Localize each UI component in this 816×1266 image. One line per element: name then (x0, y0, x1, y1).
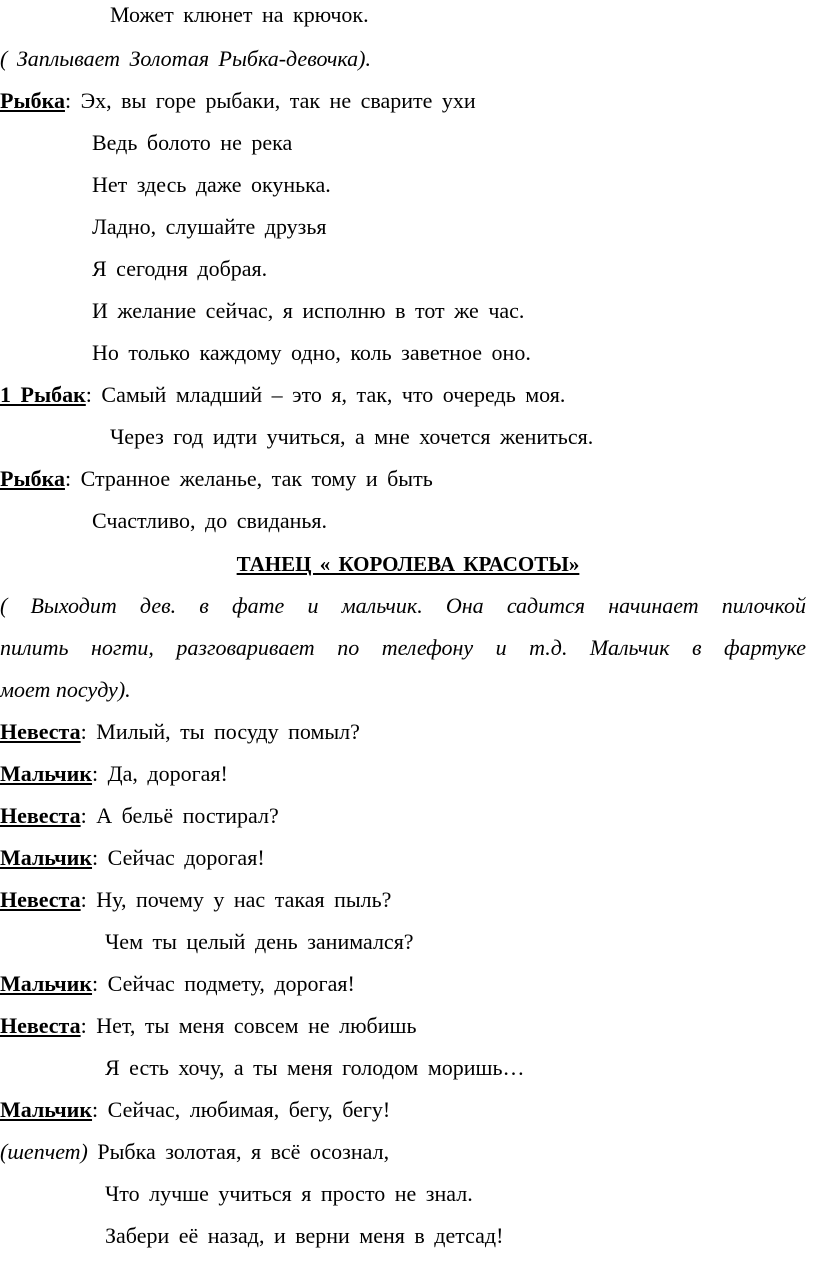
speaker-name: Невеста (0, 719, 81, 744)
dialogue-text: : Сейчас дорогая! (92, 845, 265, 870)
dialogue-text: : А бельё постирал? (80, 803, 279, 828)
speaker-name: Мальчик (0, 761, 93, 786)
text-line: Чем ты целый день занимался? (105, 929, 414, 954)
speaker-name: Рыбка (0, 88, 65, 113)
dialogue-line (0, 803, 279, 829)
text-line: Ведь болото не река (92, 130, 293, 155)
speaker-name: Невеста (0, 1013, 81, 1038)
dialogue-line (0, 88, 476, 114)
speaker-name: Мальчик (0, 1097, 93, 1122)
text-line: Через год идти учиться, а мне хочется жениться. (110, 424, 594, 449)
speaker-name: Мальчик (0, 971, 93, 996)
dialogue-text: : Милый, ты посуду помыл? (80, 719, 360, 744)
dialogue-line (0, 1097, 390, 1123)
text-line: Забери её назад, и верни меня в детсад! (105, 1223, 504, 1248)
text-line: Нет здесь даже окунька. (92, 172, 331, 197)
speaker-name: Невеста (0, 887, 81, 912)
section-title: ТАНЕЦ « КОРОЛЕВА КРАСОТЫ» (236, 552, 580, 576)
dialogue-text: : Нет, ты меня совсем не любишь (80, 1013, 417, 1038)
dialogue-text: : Странное желанье, так тому и быть (64, 466, 433, 491)
speaker-name: 1 Рыбак (0, 382, 86, 407)
stage-direction-inline: (шепчет) (0, 1139, 88, 1164)
stage-direction: ( Заплывает Золотая Рыбка-девочка). (0, 46, 371, 71)
dialogue-text: : Ну, почему у нас такая пыль? (80, 887, 392, 912)
dialogue-line (0, 845, 265, 871)
dialogue-line (0, 719, 360, 745)
dialogue-line (0, 971, 355, 997)
text-line: Ладно, слушайте друзья (92, 214, 327, 239)
text-line: Может клюнет на крючок. (110, 2, 369, 27)
dialogue-text: : Эх, вы горе рыбаки, так не сварите ухи (64, 88, 476, 113)
text-line: И желание сейчас, я исполню в тот же час. (92, 298, 525, 323)
dialogue-line (0, 761, 228, 787)
text-line: Но только каждому одно, коль заветное оно. (92, 340, 531, 365)
dialogue-text: : Сейчас, любимая, бегу, бегу! (92, 1097, 391, 1122)
stage-direction: моет посуду). (0, 677, 131, 702)
text-line: Я сегодня добрая. (92, 256, 268, 281)
dialogue-line (0, 1139, 389, 1165)
text-line: Что лучше учиться я просто не знал. (105, 1181, 473, 1206)
dialogue-text: : Сейчас подмету, дорогая! (92, 971, 355, 996)
text-line: Счастливо, до свиданья. (92, 508, 328, 533)
speaker-name: Невеста (0, 803, 81, 828)
dialogue-line (0, 466, 433, 492)
dialogue-text: : Самый младший – это я, так, что очередь моя. (85, 382, 566, 407)
dialogue-line (0, 1013, 416, 1039)
dialogue-line (0, 887, 391, 913)
dialogue-line (0, 382, 565, 408)
dialogue-text: Рыбка золотая, я всё осознал, (87, 1139, 390, 1164)
stage-direction: ( Выходит дев. в фате и мальчик. Она садится начинает пилочкой (0, 593, 806, 618)
speaker-name: Мальчик (0, 845, 93, 870)
dialogue-text: : Да, дорогая! (92, 761, 228, 786)
text-line: Я есть хочу, а ты меня голодом моришь… (105, 1055, 525, 1080)
speaker-name: Рыбка (0, 466, 65, 491)
stage-direction: пилить ногти, разговаривает по телефону и т.д. Мальчик в фартуке (0, 635, 806, 660)
